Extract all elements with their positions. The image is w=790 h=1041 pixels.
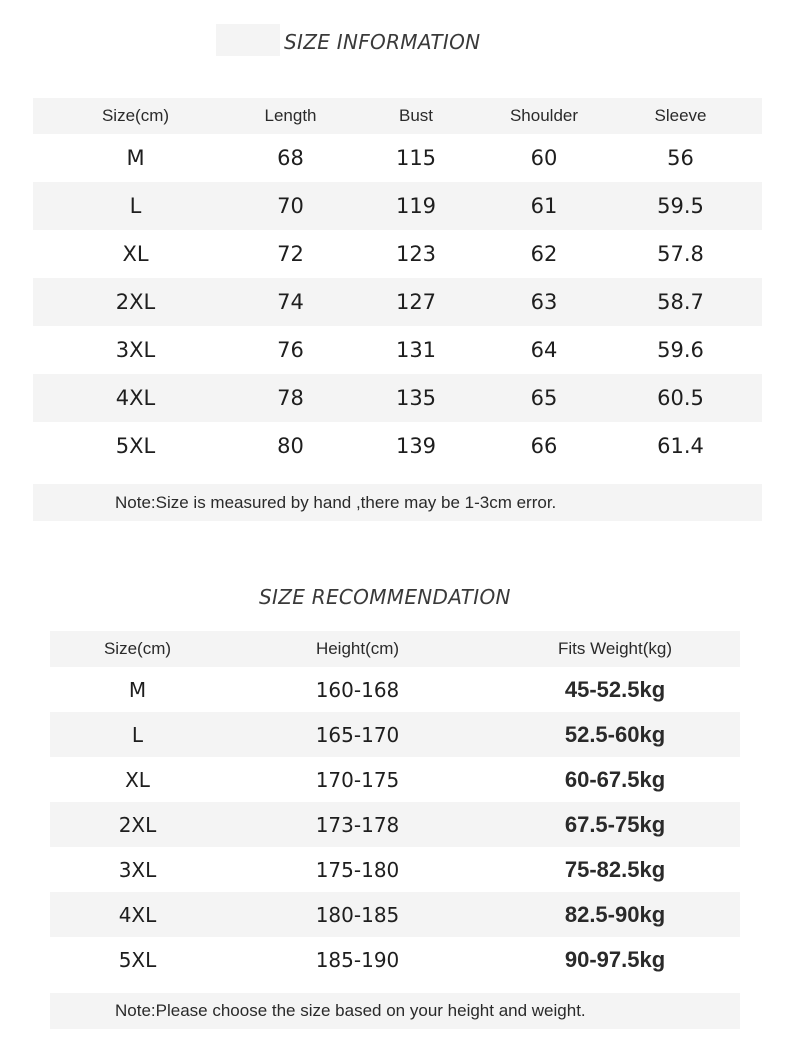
table-row	[50, 847, 740, 892]
info-note: Note:Size is measured by hand ,there may be 1-3cm error.	[115, 493, 557, 512]
table-row	[50, 757, 740, 802]
table-row	[50, 892, 740, 937]
cell-sleeve: 59.5	[657, 194, 704, 218]
cell-bust: 131	[395, 338, 437, 362]
table-row	[50, 712, 740, 757]
cell-length: 74	[277, 290, 304, 314]
cell-bust: 139	[395, 434, 437, 458]
size-recommendation-title: SIZE RECOMMENDATION	[259, 585, 511, 609]
cell-size: 2XL	[118, 812, 157, 837]
header-shoulder: Shoulder	[509, 106, 579, 125]
table-row	[33, 182, 762, 230]
cell-length: 78	[277, 386, 304, 410]
cell-bust: 115	[395, 146, 437, 170]
table-row	[33, 134, 762, 182]
cell-height: 175-180	[315, 857, 400, 882]
cell-shoulder: 60	[530, 146, 558, 170]
header-bust: Bust	[398, 106, 434, 125]
cell-size: XL	[125, 767, 150, 792]
header-length: Length	[264, 106, 317, 125]
header-size: Size(cm)	[101, 106, 170, 125]
cell-shoulder: 61	[530, 194, 558, 218]
cell-bust: 123	[395, 242, 437, 266]
cell-shoulder: 64	[530, 338, 558, 362]
cell-shoulder: 65	[530, 386, 558, 410]
cell-size: 5XL	[118, 947, 157, 972]
cell-length: 80	[277, 434, 304, 458]
table-row	[33, 422, 762, 470]
cell-bust: 135	[395, 386, 437, 410]
cell-size: XL	[122, 242, 149, 266]
cell-length: 68	[277, 146, 304, 170]
cell-size: 3XL	[118, 857, 157, 882]
cell-size: M	[128, 677, 147, 702]
table-row	[33, 230, 762, 278]
size-information-title: SIZE INFORMATION	[284, 30, 481, 54]
recommendation-note: Note:Please choose the size based on your height and weight.	[115, 1001, 586, 1020]
table-row	[33, 326, 762, 374]
header-height: Height(cm)	[315, 639, 400, 658]
table-row	[33, 374, 762, 422]
cell-height: 170-175	[315, 767, 400, 792]
size-information-table	[33, 98, 762, 470]
cell-bust: 127	[395, 290, 437, 314]
table-header-row	[33, 98, 762, 134]
cell-weight: 90-97.5kg	[564, 946, 666, 972]
table-row	[50, 802, 740, 847]
cell-size: 3XL	[115, 338, 156, 362]
cell-length: 76	[277, 338, 304, 362]
cell-bust: 119	[395, 194, 437, 218]
cell-weight: 52.5-60kg	[564, 721, 666, 747]
cell-weight: 82.5-90kg	[564, 901, 666, 927]
table-row	[50, 667, 740, 712]
cell-sleeve: 57.8	[657, 242, 704, 266]
info-title-background	[216, 24, 280, 56]
cell-sleeve: 58.7	[657, 290, 704, 314]
cell-height: 185-190	[315, 947, 400, 972]
cell-weight: 60-67.5kg	[564, 766, 666, 792]
cell-sleeve: 61.4	[657, 434, 704, 458]
cell-size: 2XL	[115, 290, 156, 314]
table-row	[33, 278, 762, 326]
cell-size: L	[131, 722, 144, 747]
cell-sleeve: 60.5	[657, 386, 704, 410]
cell-size: 4XL	[115, 386, 156, 410]
cell-length: 72	[277, 242, 304, 266]
header-sleeve: Sleeve	[654, 106, 707, 125]
cell-height: 165-170	[315, 722, 400, 747]
cell-height: 180-185	[315, 902, 400, 927]
cell-size: M	[126, 146, 145, 170]
cell-weight: 67.5-75kg	[564, 811, 666, 837]
cell-sleeve: 59.6	[657, 338, 704, 362]
cell-size: L	[129, 194, 142, 218]
header-size: Size(cm)	[103, 639, 172, 658]
cell-height: 160-168	[315, 677, 400, 702]
cell-length: 70	[277, 194, 304, 218]
size-recommendation-table	[50, 631, 740, 982]
cell-size: 5XL	[115, 434, 156, 458]
cell-shoulder: 62	[530, 242, 558, 266]
cell-size: 4XL	[118, 902, 157, 927]
header-weight: Fits Weight(kg)	[558, 639, 672, 658]
cell-shoulder: 66	[530, 434, 558, 458]
cell-sleeve: 56	[667, 146, 694, 170]
cell-weight: 75-82.5kg	[564, 856, 666, 882]
table-row	[50, 937, 740, 982]
table-header-row	[50, 631, 740, 667]
cell-shoulder: 63	[530, 290, 558, 314]
cell-height: 173-178	[315, 812, 400, 837]
cell-weight: 45-52.5kg	[564, 676, 666, 702]
